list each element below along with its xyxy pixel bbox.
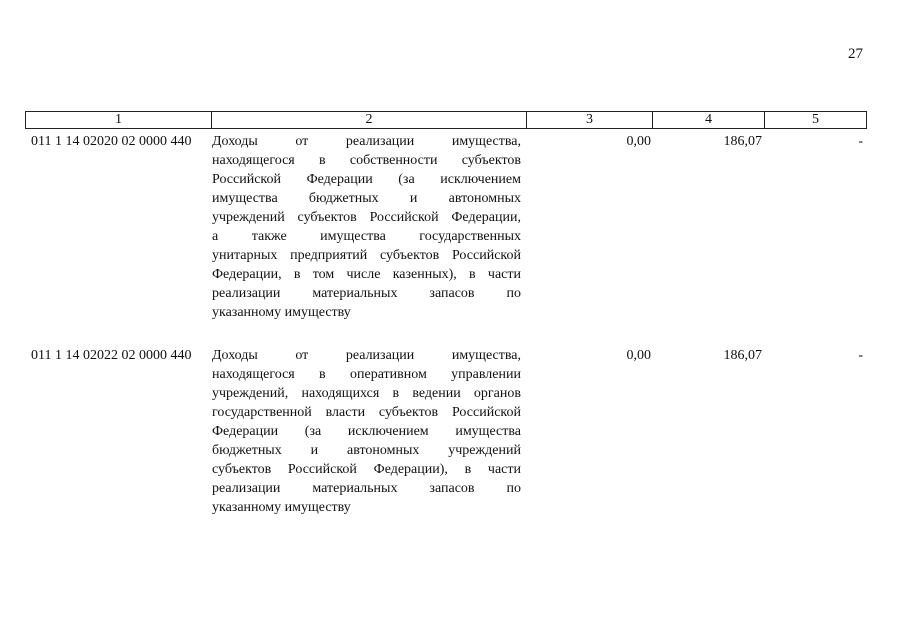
description-line: реализации материальных запасов по xyxy=(212,286,521,301)
budget-code: 011 1 14 02020 02 0000 440 xyxy=(31,134,192,149)
value-col3: 0,00 xyxy=(626,134,651,149)
header-cell-2: 2 xyxy=(212,112,527,129)
value-col5: - xyxy=(858,348,863,363)
value-col5: - xyxy=(858,134,863,149)
description-line: Российской Федерации (за исключением xyxy=(212,172,521,187)
header-cell-5: 5 xyxy=(765,112,867,129)
description-line: бюджетных и автономных учреждений xyxy=(212,443,521,458)
description-line: указанному имуществу xyxy=(212,500,351,515)
description-line: Федерации (за исключением имущества xyxy=(212,424,521,439)
description-line: а также имущества государственных xyxy=(212,229,521,244)
value-col3: 0,00 xyxy=(626,348,651,363)
header-cell-3: 3 xyxy=(527,112,653,129)
description-line: находящегося в оперативном управлении xyxy=(212,367,521,382)
header-cell-4: 4 xyxy=(653,112,765,129)
income-description xyxy=(212,132,521,322)
description-line: находящегося в собственности субъектов xyxy=(212,153,521,168)
header-cell-1: 1 xyxy=(26,112,212,129)
description-line: имущества бюджетных и автономных xyxy=(212,191,521,206)
budget-code: 011 1 14 02022 02 0000 440 xyxy=(31,348,192,363)
header-row xyxy=(26,112,867,129)
description-line: государственной власти субъектов Российской xyxy=(212,405,521,420)
description-line: учреждений субъектов Российской Федерации, xyxy=(212,210,521,225)
page-number: 27 xyxy=(848,46,863,62)
description-line: Федерации, в том числе казенных), в части xyxy=(212,267,521,282)
income-description xyxy=(212,346,521,517)
description-line: Доходы от реализации имущества, xyxy=(212,348,521,363)
value-col4: 186,07 xyxy=(723,348,762,363)
description-line: Доходы от реализации имущества, xyxy=(212,134,521,149)
description-line: учреждений, находящихся в ведении органов xyxy=(212,386,521,401)
description-line: унитарных предприятий субъектов Российской xyxy=(212,248,521,263)
description-line: субъектов Российской Федерации), в части xyxy=(212,462,521,477)
value-col4: 186,07 xyxy=(723,134,762,149)
table-header xyxy=(25,111,867,129)
description-line: указанному имуществу xyxy=(212,305,351,320)
description-line: реализации материальных запасов по xyxy=(212,481,521,496)
